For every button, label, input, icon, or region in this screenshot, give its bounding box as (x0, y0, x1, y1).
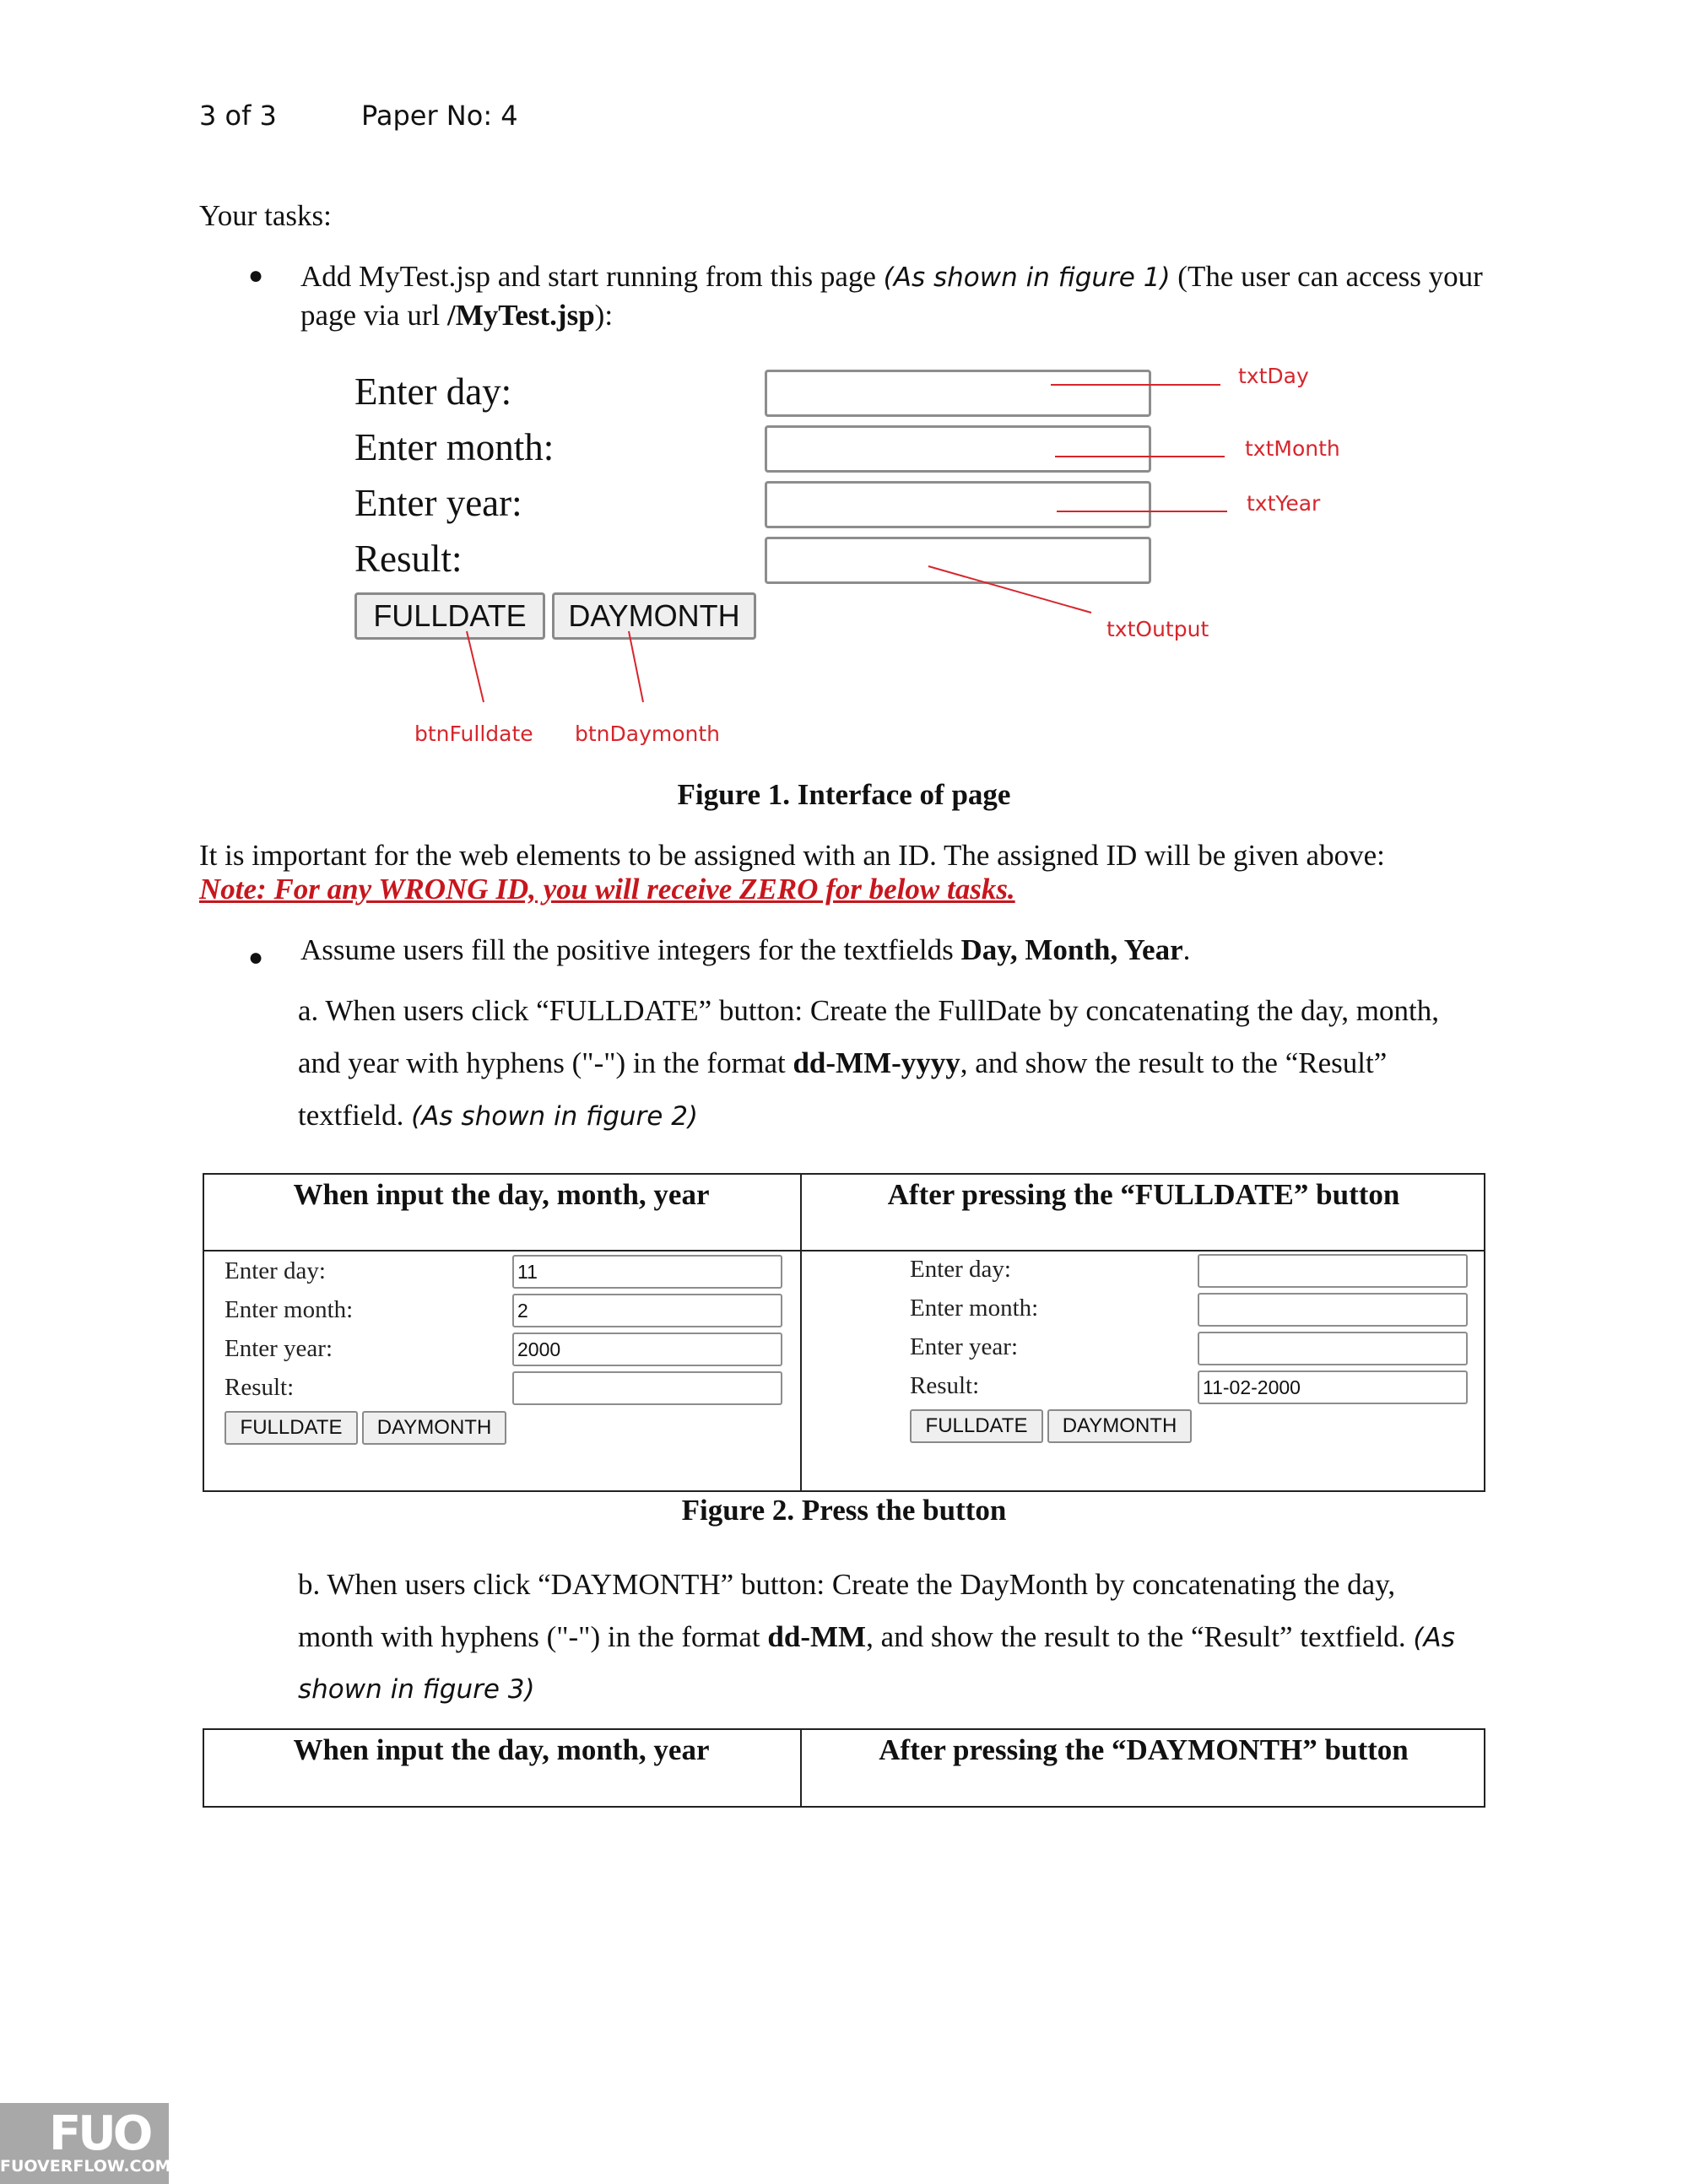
task-b-line2 (298, 1619, 1455, 1657)
t2r-label-month: Enter month: (910, 1295, 1039, 1322)
txtoutput-pointer (928, 566, 1091, 613)
bullet1-url: /MyTest.jsp (446, 299, 595, 332)
task-b-line3: shown in figure 3) (298, 1674, 535, 1705)
bullet2-bold: Day, Month, Year (960, 933, 1183, 966)
task-a-italic: (As shown in figure 2) (411, 1101, 699, 1132)
bullet2-end: . (1182, 933, 1191, 966)
bullet2-text (300, 932, 1190, 969)
table2-col-right: After pressing the “FULLDATE” button (887, 1178, 1400, 1211)
watermark-site: FUOVERFLOW.COM (0, 2157, 171, 2176)
fig1-label-year: Enter year: (354, 482, 522, 524)
t2r-label-result: Result: (910, 1372, 980, 1399)
t2l-result-input[interactable] (512, 1371, 782, 1405)
table2-col-left: When input the day, month, year (293, 1178, 710, 1211)
watermark-logo: FUO (49, 2106, 150, 2161)
bullet1-line2-a: page via url (300, 299, 447, 332)
t2l-year-input[interactable]: 2000 (512, 1333, 782, 1366)
t2r-day-input[interactable] (1198, 1254, 1468, 1288)
t2l-fulldate-button[interactable]: FULLDATE (225, 1411, 358, 1445)
t2l-label-day: Enter day: (225, 1257, 326, 1284)
t2l-daymonth-button[interactable]: DAYMONTH (362, 1411, 506, 1445)
t2l-label-result: Result: (225, 1374, 295, 1401)
task-a-line3 (298, 1097, 698, 1135)
figure2-caption: Figure 2. Press the button (681, 1494, 1007, 1527)
task-a-line3-a: textfield. (298, 1099, 412, 1132)
id-label-btnfulldate: btnFulldate (414, 722, 533, 746)
fig1-fulldate-button[interactable]: FULLDATE (354, 592, 545, 640)
page-number: 3 of 3 (199, 100, 277, 132)
fig1-label-month: Enter month: (354, 426, 555, 468)
btnfulldate-pointer (467, 631, 484, 702)
btndaymonth-pointer (629, 631, 643, 702)
fig1-label-result: Result: (354, 538, 463, 580)
bullet1-text-a: Add MyTest.jsp and start running from this page (300, 260, 884, 293)
task-a-line2 (298, 1045, 1387, 1082)
task-a-format: dd-MM-yyyy (793, 1046, 960, 1079)
table2-divider (800, 1173, 802, 1492)
t2r-year-input[interactable] (1198, 1332, 1468, 1365)
bullet2-text-a: Assume users fill the positive integers for the textfields (300, 933, 961, 966)
t2l-month-input[interactable]: 2 (512, 1294, 782, 1327)
table2-header-line (203, 1250, 1485, 1251)
task-b-format: dd-MM (767, 1620, 867, 1653)
bullet1-line2-b: ): (594, 299, 614, 332)
fig1-daymonth-button[interactable]: DAYMONTH (552, 592, 756, 640)
task-b-italic-a: (As (1413, 1623, 1455, 1653)
paper-number: Paper No: 4 (361, 100, 518, 132)
bullet1-text-b: (The user can access your (1170, 260, 1483, 293)
t2r-label-year: Enter year: (910, 1333, 1019, 1360)
bullet-icon: ● (248, 943, 264, 971)
t2l-label-year: Enter year: (225, 1335, 333, 1362)
figure1-caption: Figure 1. Interface of page (677, 778, 1011, 811)
intro-text: Your tasks: (199, 199, 332, 232)
t2l-day-input[interactable]: 11 (512, 1255, 782, 1289)
task-b-line2-b: , and show the result to the “Result” textfield. (866, 1620, 1414, 1653)
t2r-result-input[interactable]: 11-02-2000 (1198, 1370, 1468, 1404)
bullet1-italic: (As shown in figure 1) (883, 262, 1171, 293)
fig1-annotation-lines (0, 0, 1688, 802)
task-b-line1: b. When users click “DAYMONTH” button: Create the DayMonth by concatenating the day, (298, 1568, 1396, 1601)
task-b-line2-a: month with hyphens ("-") in the format (298, 1620, 768, 1653)
wrong-id-note: Note: For any WRONG ID, you will receive ZERO for below tasks. (199, 873, 1015, 905)
important-text: It is important for the web elements to be assigned with an ID. The assigned ID will be given above: (199, 839, 1385, 872)
bullet-icon: ● (248, 262, 264, 289)
fig1-label-day: Enter day: (354, 370, 512, 413)
task-a-line2-a: and year with hyphens ("-") in the format (298, 1046, 793, 1079)
t2r-daymonth-button[interactable]: DAYMONTH (1047, 1409, 1192, 1443)
id-label-txtyear: txtYear (1247, 491, 1321, 516)
t2l-label-month: Enter month: (225, 1296, 354, 1323)
t2r-label-day: Enter day: (910, 1256, 1011, 1283)
id-label-txtoutput: txtOutput (1106, 617, 1209, 641)
t2r-fulldate-button[interactable]: FULLDATE (910, 1409, 1043, 1443)
id-label-btndaymonth: btnDaymonth (575, 722, 721, 746)
id-label-txtday: txtDay (1238, 364, 1309, 388)
table3-col-left: When input the day, month, year (293, 1733, 710, 1766)
id-label-txtmonth: txtMonth (1245, 436, 1340, 461)
t2r-month-input[interactable] (1198, 1293, 1468, 1327)
task-a-line2-b: , and show the result to the “Result” (960, 1046, 1388, 1079)
task-a-line1: a. When users click “FULLDATE” button: Create the FullDate by concatenating the day, month, (298, 994, 1439, 1027)
table3-col-right: After pressing the “DAYMONTH” button (879, 1733, 1409, 1766)
